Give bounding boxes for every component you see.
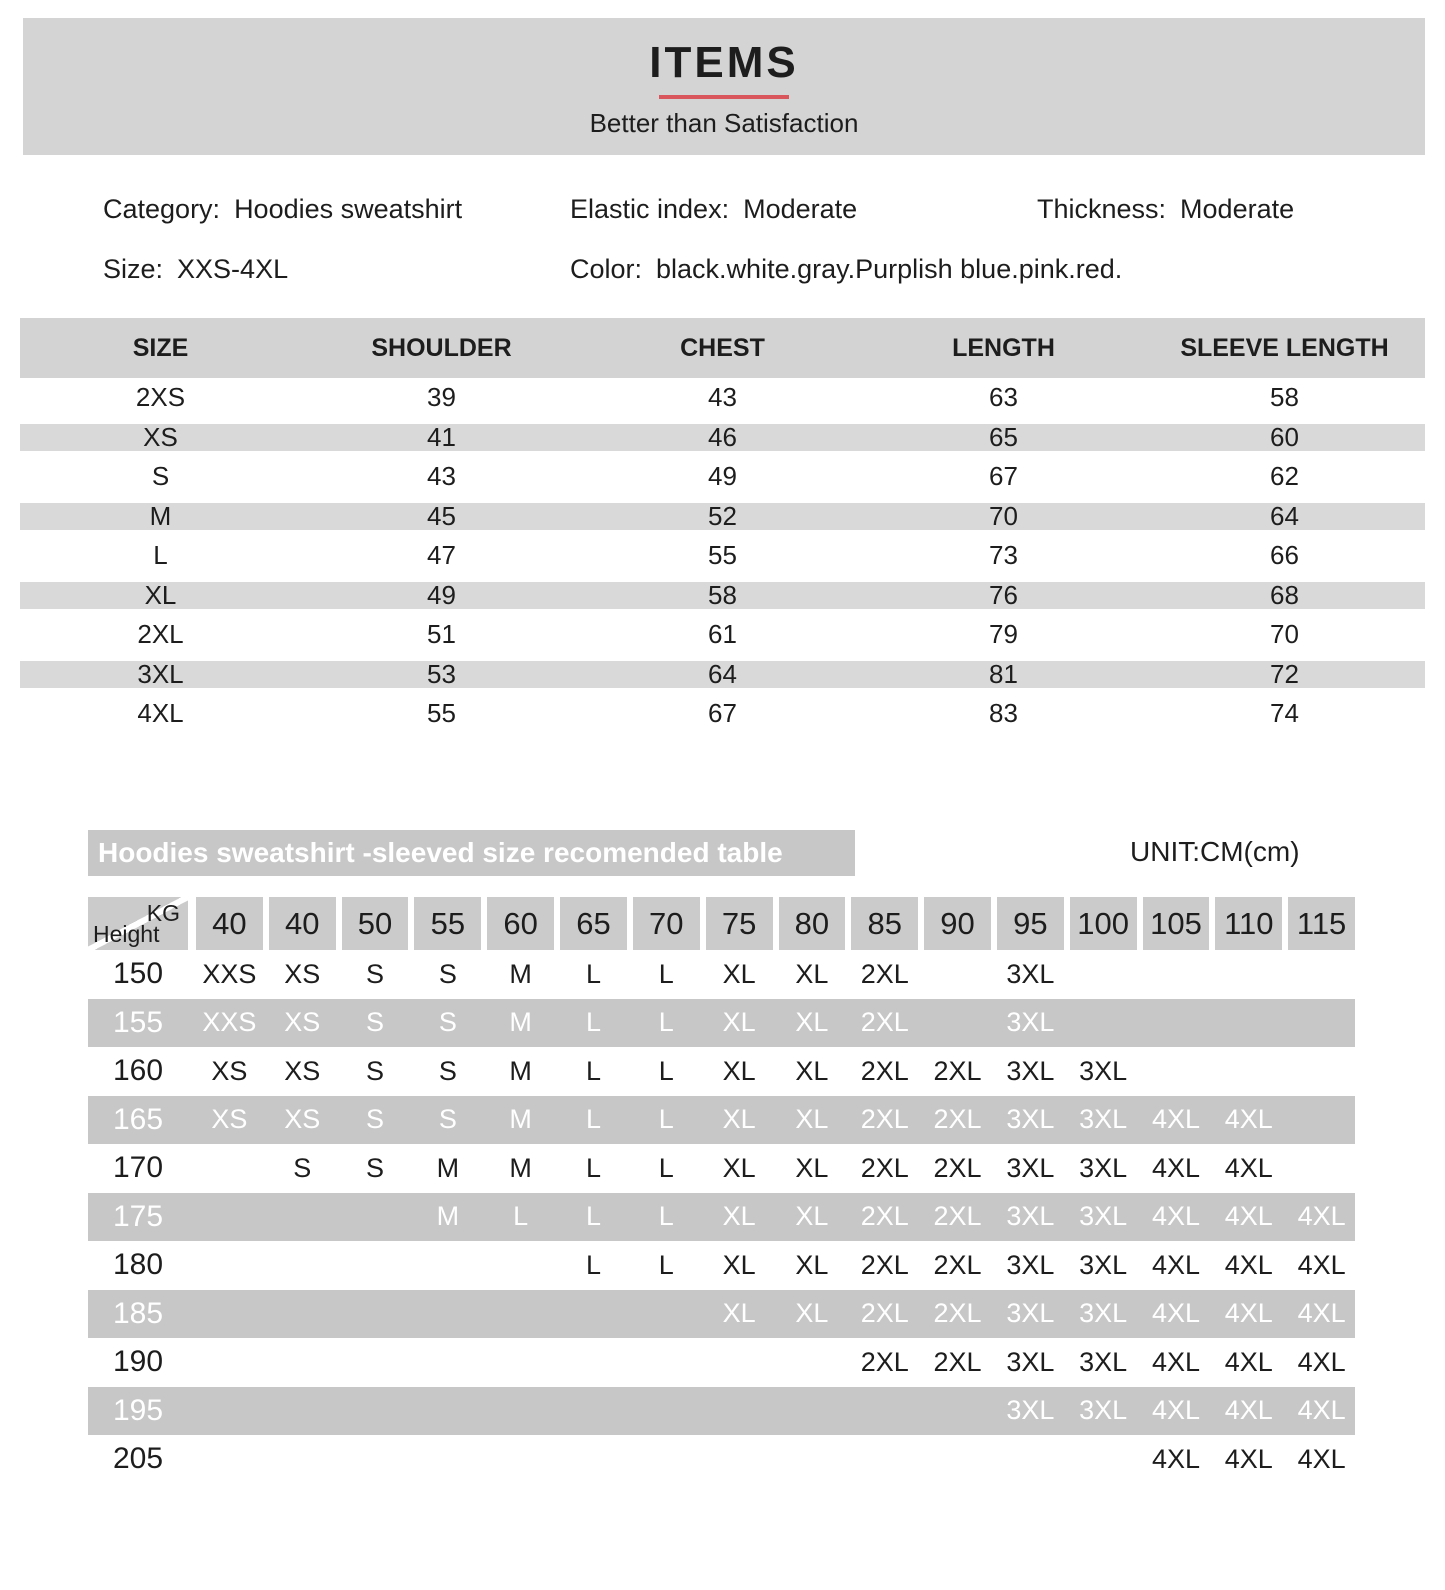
recommend-row (88, 1241, 1355, 1290)
recommend-size-cell: L (585, 1104, 601, 1135)
recommend-size-cell: 2XL (933, 1055, 982, 1086)
recommend-size-cell: XS (284, 1007, 321, 1038)
size-table-row (20, 655, 1425, 695)
recommend-size-cell: S (366, 1104, 385, 1135)
size-table-row (20, 457, 1425, 497)
recommend-size-cell: 4XL (1151, 1249, 1200, 1280)
recommend-size-cell: 3XL (1079, 1249, 1128, 1280)
size-measurement-table (20, 318, 1425, 734)
size-table-cell: 43 (427, 461, 456, 492)
title-underline (659, 95, 789, 99)
recommend-size-cell: 4XL (1224, 1298, 1273, 1329)
recommend-size-cell: L (585, 1152, 601, 1183)
size-table-cell: 3XL (137, 658, 184, 689)
recommend-size-cell: 4XL (1224, 1104, 1273, 1135)
recommend-size-cell: XL (722, 1007, 756, 1038)
recommend-size-cell: XS (284, 1104, 321, 1135)
size-table-row (20, 615, 1425, 655)
thickness-value: Moderate (1180, 194, 1295, 224)
color-info (570, 254, 1122, 285)
recommend-size-cell: 4XL (1151, 1298, 1200, 1329)
size-table-cell: 53 (427, 658, 456, 689)
kg-column-header: 110 (1215, 897, 1282, 950)
recommend-size-cell: 4XL (1224, 1346, 1273, 1377)
recommend-size-cell: L (585, 1055, 601, 1086)
recommend-size-cell: 3XL (1006, 1152, 1055, 1183)
recommend-size-cell: XL (722, 958, 756, 989)
recommend-size-cell: M (436, 1152, 460, 1183)
recommend-size-cell: 4XL (1224, 1152, 1273, 1183)
size-table-row (20, 694, 1425, 734)
recommend-size-cell: 2XL (860, 1104, 909, 1135)
size-table-cell: 41 (427, 421, 456, 452)
page-subtitle: Better than Satisfaction (589, 108, 859, 138)
recommend-size-cell: 2XL (860, 1249, 909, 1280)
elastic-index-value: Moderate (743, 194, 858, 224)
recommend-size-cell: S (438, 958, 457, 989)
size-table-cell: 67 (989, 461, 1018, 492)
recommend-size-cell: M (509, 958, 532, 989)
length-column-header: LENGTH (952, 333, 1055, 362)
recommend-size-cell: M (436, 1201, 460, 1232)
recommend-size-cell: XS (284, 1055, 321, 1086)
category-info (103, 194, 462, 225)
height-label: 170 (112, 1151, 164, 1185)
recommend-size-cell: XL (722, 1298, 756, 1329)
thickness-info (1037, 194, 1294, 225)
size-table-body (20, 378, 1425, 734)
size-table-cell: 51 (427, 619, 456, 650)
recommend-size-cell: 3XL (1006, 1395, 1055, 1426)
recommend-size-cell: M (509, 1007, 532, 1038)
size-table-cell: 61 (708, 619, 737, 650)
recommend-size-cell: 3XL (1079, 1298, 1128, 1329)
recommend-size-cell: 3XL (1079, 1055, 1128, 1086)
recommend-size-cell: 4XL (1151, 1152, 1200, 1183)
size-table-cell: 58 (1270, 382, 1299, 413)
corner-kg-label: KG (146, 900, 180, 926)
recommend-size-cell: 2XL (860, 1346, 909, 1377)
size-table-row (20, 497, 1425, 537)
kg-column-header: 70 (633, 897, 700, 950)
recommend-size-cell: XL (795, 1201, 829, 1232)
size-table-header-row (20, 318, 1425, 378)
recommend-size-cell: 2XL (933, 1249, 982, 1280)
size-table-cell: 70 (989, 500, 1018, 531)
size-table-cell: 55 (427, 698, 456, 729)
height-label: 160 (112, 1054, 164, 1088)
size-table-cell: M (149, 500, 172, 531)
recommend-size-cell: S (293, 1152, 312, 1183)
recommend-size-cell: XL (795, 1298, 829, 1329)
size-column-header: SIZE (132, 333, 189, 362)
recommend-size-cell: 2XL (933, 1346, 982, 1377)
recommend-size-cell: 2XL (933, 1104, 982, 1135)
chest-column-header: CHEST (680, 333, 765, 362)
recommend-size-cell: L (658, 1104, 674, 1135)
recommend-size-cell: 4XL (1151, 1201, 1200, 1232)
recommend-size-cell: 3XL (1006, 1201, 1055, 1232)
brand-header (23, 18, 1425, 155)
recommend-size-cell: 4XL (1224, 1443, 1273, 1474)
recommend-size-cell: L (658, 1055, 674, 1086)
recommend-size-cell: 2XL (860, 958, 909, 989)
recommend-size-cell: XL (795, 1104, 829, 1135)
recommend-size-cell: M (509, 1104, 532, 1135)
page-title: ITEMS (649, 38, 799, 87)
recommend-size-cell: 3XL (1079, 1395, 1128, 1426)
recommend-row (88, 1435, 1355, 1484)
recommend-size-cell: L (585, 1249, 601, 1280)
size-range-label: Size: (103, 254, 164, 284)
size-table-cell: 65 (989, 421, 1018, 452)
height-label: 185 (112, 1296, 164, 1330)
recommend-size-cell: 4XL (1297, 1346, 1346, 1377)
kg-height-corner-cell (88, 897, 188, 950)
recommend-size-cell: 4XL (1297, 1443, 1346, 1474)
kg-column-header: 85 (851, 897, 918, 950)
recommend-size-cell: 2XL (933, 1152, 982, 1183)
size-table-cell: 70 (1270, 619, 1299, 650)
recommend-size-cell: 3XL (1079, 1201, 1128, 1232)
height-label: 190 (112, 1345, 164, 1379)
recommend-size-cell: L (585, 1201, 601, 1232)
height-label: 180 (112, 1248, 164, 1282)
kg-column-header: 100 (1070, 897, 1137, 950)
recommend-row (88, 1290, 1355, 1339)
recommend-size-cell: 4XL (1224, 1395, 1273, 1426)
recommend-size-cell: S (438, 1104, 457, 1135)
category-label: Category: (103, 194, 221, 224)
category-value: Hoodies sweatshirt (234, 194, 463, 224)
recommend-size-cell: XXS (202, 958, 257, 989)
recommend-row (88, 999, 1355, 1048)
size-table-cell: S (151, 461, 170, 492)
recommend-size-cell: 2XL (933, 1201, 982, 1232)
size-table-cell: 72 (1270, 658, 1299, 689)
height-label: 205 (112, 1442, 164, 1476)
kg-column-header: 65 (560, 897, 627, 950)
recommend-size-cell: 2XL (860, 1298, 909, 1329)
size-table-cell: 83 (989, 698, 1018, 729)
size-table-cell: 63 (989, 382, 1018, 413)
kg-column-header: 55 (414, 897, 481, 950)
size-table-cell: 4XL (137, 698, 184, 729)
recommend-size-cell: 3XL (1006, 1298, 1055, 1329)
recommend-size-cell: M (509, 1055, 532, 1086)
thickness-label: Thickness: (1037, 194, 1167, 224)
recommend-size-cell: 4XL (1297, 1201, 1346, 1232)
kg-column-header: 105 (1143, 897, 1210, 950)
recommend-size-cell: 3XL (1006, 1249, 1055, 1280)
recommend-size-cell: XL (795, 958, 829, 989)
size-table-cell: 62 (1270, 461, 1299, 492)
recommend-size-cell: XXS (202, 1007, 257, 1038)
height-label: 165 (112, 1102, 164, 1136)
recommend-size-cell: 4XL (1151, 1346, 1200, 1377)
size-table-cell: 55 (708, 540, 737, 571)
recommend-size-cell: XS (284, 958, 321, 989)
color-value: black.white.gray.Purplish blue.pink.red. (656, 254, 1123, 284)
recommend-size-cell: XL (722, 1152, 756, 1183)
recommend-row (88, 950, 1355, 999)
recommend-size-cell: L (585, 958, 601, 989)
kg-column-header: 50 (342, 897, 409, 950)
recommend-size-cell: 2XL (860, 1152, 909, 1183)
recommend-size-cell: L (585, 1007, 601, 1038)
recommend-row (88, 1047, 1355, 1096)
recommend-size-cell: L (658, 958, 674, 989)
size-table-cell: 45 (427, 500, 456, 531)
size-table-cell: 81 (989, 658, 1018, 689)
size-table-row (20, 418, 1425, 458)
height-label: 155 (112, 1005, 164, 1039)
recommend-size-cell: 4XL (1297, 1298, 1346, 1329)
size-table-cell: 68 (1270, 579, 1299, 610)
recommend-size-cell: 3XL (1079, 1104, 1128, 1135)
size-table-row (20, 576, 1425, 616)
corner-height-label: Height (93, 921, 160, 947)
recommend-size-cell: XL (722, 1104, 756, 1135)
size-table-cell: 64 (708, 658, 737, 689)
recommend-size-cell: L (658, 1152, 674, 1183)
recommend-size-cell: 4XL (1151, 1395, 1200, 1426)
recommend-size-cell: 3XL (1006, 1055, 1055, 1086)
size-table-cell: 46 (708, 421, 737, 452)
size-table-cell: 64 (1270, 500, 1299, 531)
size-table-cell: 73 (989, 540, 1018, 571)
recommend-table-title: Hoodies sweatshirt -sleeved size recomended table (88, 830, 855, 876)
shoulder-column-header: SHOULDER (371, 333, 512, 362)
recommend-size-cell: L (658, 1007, 674, 1038)
size-table-cell: 39 (427, 382, 456, 413)
kg-column-header: 115 (1288, 897, 1355, 950)
recommend-size-cell: 3XL (1079, 1152, 1128, 1183)
kg-column-header: 40 (269, 897, 336, 950)
size-table-cell: 2XL (137, 619, 184, 650)
recommend-size-cell: 2XL (860, 1055, 909, 1086)
recommend-size-cell: L (658, 1201, 674, 1232)
size-table-cell: 60 (1270, 421, 1299, 452)
size-table-cell: 66 (1270, 540, 1299, 571)
recommend-size-cell: XL (722, 1055, 756, 1086)
size-table-cell: 47 (427, 540, 456, 571)
recommend-table-body (88, 950, 1355, 1484)
size-table-row (20, 378, 1425, 418)
recommend-row (88, 1144, 1355, 1193)
recommend-size-cell: S (366, 958, 385, 989)
size-table-cell: 52 (708, 500, 737, 531)
recommend-size-cell: 2XL (860, 1201, 909, 1232)
recommend-size-cell: 3XL (1079, 1346, 1128, 1377)
size-table-cell: 58 (708, 579, 737, 610)
recommend-size-cell: 3XL (1006, 1104, 1055, 1135)
recommend-size-cell: XL (722, 1201, 756, 1232)
recommend-size-cell: M (509, 1152, 532, 1183)
recommend-size-cell: XL (795, 1055, 829, 1086)
recommend-size-cell: XL (722, 1249, 756, 1280)
elastic-index-label: Elastic index: (570, 194, 730, 224)
size-table-cell: 76 (989, 579, 1018, 610)
color-label: Color: (570, 254, 643, 284)
recommend-size-cell: L (513, 1201, 529, 1232)
recommend-size-cell: 3XL (1006, 1007, 1055, 1038)
recommend-size-cell: XS (211, 1055, 248, 1086)
size-table-cell: XL (144, 579, 177, 610)
size-range-info (103, 254, 288, 285)
recommend-size-cell: S (438, 1007, 457, 1038)
recommend-size-cell: XL (795, 1249, 829, 1280)
recommend-size-cell: 4XL (1151, 1104, 1200, 1135)
recommend-size-cell: S (366, 1055, 385, 1086)
recommend-size-cell: 4XL (1297, 1395, 1346, 1426)
height-label: 150 (112, 957, 164, 991)
size-table-cell: 67 (708, 698, 737, 729)
recommend-size-cell: XL (795, 1152, 829, 1183)
recommend-size-cell: 2XL (933, 1298, 982, 1329)
height-label: 195 (112, 1393, 164, 1427)
recommend-row (88, 1096, 1355, 1145)
elastic-index-info (570, 194, 857, 225)
recommend-size-cell: XL (795, 1007, 829, 1038)
kg-column-header: 80 (779, 897, 846, 950)
size-table-cell: 49 (708, 461, 737, 492)
recommend-table-header-row (88, 897, 1355, 950)
size-table-cell: 74 (1270, 698, 1299, 729)
recommend-size-cell: S (438, 1055, 457, 1086)
recommend-size-cell: 2XL (860, 1007, 909, 1038)
recommend-size-cell: 4XL (1151, 1443, 1200, 1474)
kg-column-header: 75 (706, 897, 773, 950)
size-table-cell: 49 (427, 579, 456, 610)
size-recommend-table (88, 897, 1355, 1484)
height-label: 175 (112, 1199, 164, 1233)
recommend-size-cell: L (658, 1249, 674, 1280)
recommend-size-cell: 4XL (1224, 1201, 1273, 1232)
recommend-size-cell: S (366, 1152, 385, 1183)
size-table-cell: 43 (708, 382, 737, 413)
recommend-row (88, 1338, 1355, 1387)
kg-column-header: 40 (196, 897, 263, 950)
recommend-row (88, 1387, 1355, 1436)
sleeve-length-column-header: SLEEVE LENGTH (1180, 333, 1389, 362)
size-table-cell: XS (143, 421, 178, 452)
recommend-row (88, 1193, 1355, 1242)
recommend-size-cell: 4XL (1224, 1249, 1273, 1280)
recommend-size-cell: S (366, 1007, 385, 1038)
size-table-cell: 79 (989, 619, 1018, 650)
recommend-size-cell: 4XL (1297, 1249, 1346, 1280)
size-range-value: XXS-4XL (177, 254, 289, 284)
kg-column-header: 90 (924, 897, 991, 950)
recommend-size-cell: XS (211, 1104, 248, 1135)
size-table-row (20, 536, 1425, 576)
recommend-size-cell: 3XL (1006, 958, 1055, 989)
size-table-cell: L (153, 540, 168, 571)
recommend-size-cell: 3XL (1006, 1346, 1055, 1377)
kg-column-header: 95 (997, 897, 1064, 950)
kg-column-header: 60 (487, 897, 554, 950)
size-table-cell: 2XS (135, 382, 186, 413)
unit-note: UNIT:CM(cm) (1130, 836, 1300, 867)
